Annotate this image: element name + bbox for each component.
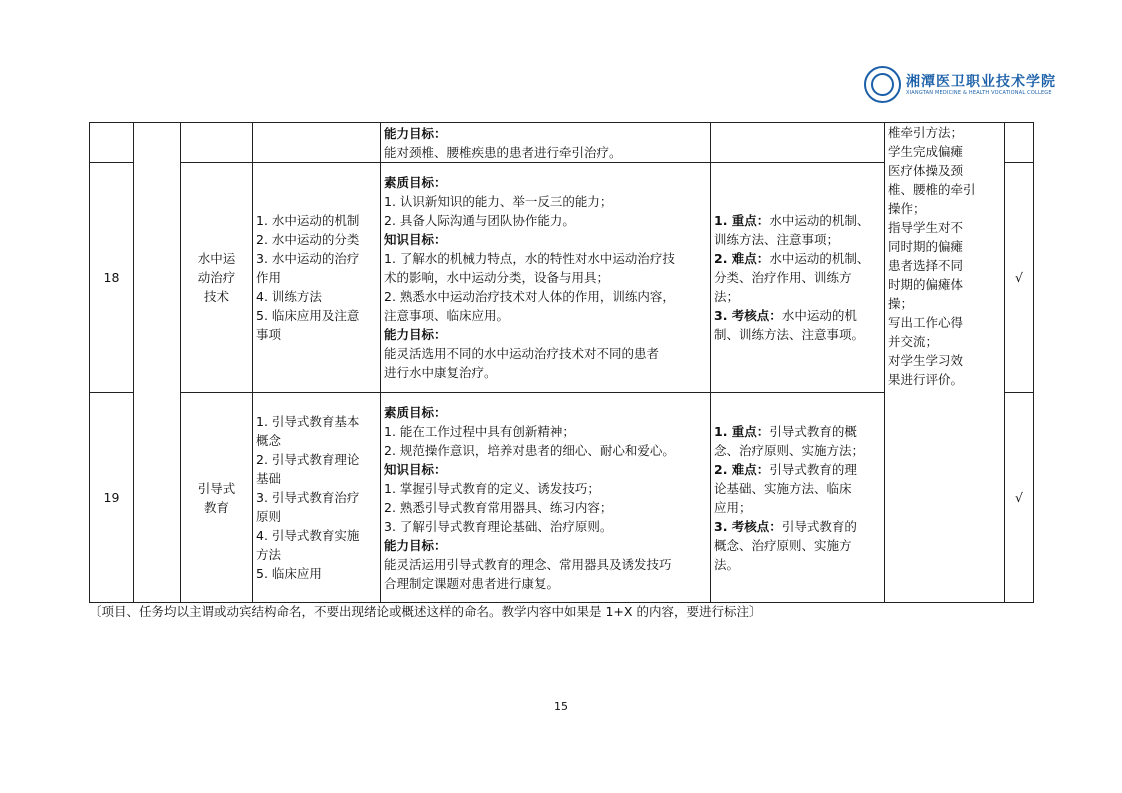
content-line: 基础 bbox=[256, 471, 282, 486]
task-line: 技术 bbox=[203, 289, 229, 304]
cell-keys bbox=[711, 163, 885, 393]
activity-line: 写出工作心得 bbox=[888, 315, 964, 330]
content-line: 3. 水中运动的治疗 bbox=[256, 251, 360, 266]
activity-line: 操； bbox=[888, 296, 914, 311]
goal-heading bbox=[384, 460, 707, 479]
activities-list bbox=[888, 123, 1001, 389]
cell-content bbox=[253, 393, 381, 603]
goal-line: 能灵活运用引导式教育的理念、常用器具及诱发技巧 bbox=[384, 556, 672, 572]
key-label: 2. 难点： bbox=[714, 251, 770, 266]
key-text: 念、治疗原则、实施方法； bbox=[714, 442, 865, 458]
check-mark: √ bbox=[1005, 393, 1034, 603]
content-line: 5. 临床应用 bbox=[256, 566, 322, 581]
cell-num-empty bbox=[90, 123, 134, 163]
key-text: 引导式教育的理 bbox=[769, 461, 857, 477]
goal-line: 3. 了解引导式教育理论基础、治疗原则。 bbox=[384, 518, 613, 534]
cell-goals bbox=[381, 393, 711, 603]
key-text: 分类、治疗作用、训练方 bbox=[714, 270, 852, 285]
task-line: 教育 bbox=[203, 499, 229, 515]
content-line: 4. 引导式教育实施 bbox=[256, 528, 360, 543]
key-text: 法。 bbox=[714, 556, 740, 572]
activity-line: 医疗体操及颈 bbox=[888, 163, 964, 178]
content-line: 1. 水中运动的机制 bbox=[256, 213, 360, 228]
goal-heading bbox=[384, 325, 707, 344]
activity-line: 患者选择不同 bbox=[888, 258, 964, 273]
goal-heading bbox=[384, 536, 707, 555]
key-label: 3. 考核点： bbox=[714, 518, 782, 534]
key-text: 概念、治疗原则、实施方 bbox=[714, 537, 852, 553]
key-text: 引导式教育的 bbox=[781, 518, 857, 534]
key-line bbox=[714, 460, 881, 479]
cell-check-empty bbox=[1005, 123, 1034, 163]
college-name-cn: 湘潭医卫职业技术学院 bbox=[906, 74, 1056, 90]
college-name-en: XIANGTAN MEDICINE & HEALTH VOCATIONAL COLLEGE bbox=[906, 90, 1052, 96]
cell-unit-merged bbox=[134, 123, 181, 603]
goal-line: 1. 了解水的机械力特点，水的特性对水中运动治疗技 bbox=[384, 251, 675, 266]
goal-heading-text: 素质目标： bbox=[384, 404, 447, 420]
goal-line: 1. 认识新知识的能力、举一反三的能力； bbox=[384, 194, 613, 209]
key-line bbox=[714, 306, 881, 325]
activity-line: 学生完成偏瘫 bbox=[888, 144, 964, 159]
goal-line: 2. 熟悉引导式教育常用器具、练习内容； bbox=[384, 499, 613, 515]
key-label: 2. 难点： bbox=[714, 461, 770, 477]
key-text: 引导式教育的概 bbox=[769, 423, 857, 439]
task-line: 动治疗 bbox=[197, 270, 236, 285]
cell-keys-empty bbox=[711, 123, 885, 163]
content-line: 2. 引导式教育理论 bbox=[256, 452, 360, 467]
key-line bbox=[714, 441, 881, 460]
key-line bbox=[714, 498, 881, 517]
goal-heading-text: 能力目标： bbox=[384, 537, 447, 553]
key-line bbox=[714, 536, 881, 555]
key-line bbox=[714, 517, 881, 536]
key-line bbox=[714, 249, 881, 268]
activity-line: 操作； bbox=[888, 201, 926, 216]
goal-line: 进行水中康复治疗。 bbox=[384, 365, 497, 380]
content-line: 1. 引导式教育基本 bbox=[256, 414, 360, 429]
activity-line: 并交流； bbox=[888, 334, 939, 349]
goal-line: 注意事项、临床应用。 bbox=[384, 308, 510, 323]
goal-line: 2. 规范操作意识，培养对患者的细心、耐心和爱心。 bbox=[384, 442, 675, 458]
key-line bbox=[714, 287, 881, 306]
cell-keys bbox=[711, 393, 885, 603]
key-label: 3. 考核点： bbox=[714, 308, 782, 323]
college-seal-icon bbox=[864, 66, 901, 103]
key-text: 应用； bbox=[714, 499, 752, 515]
content-line: 概念 bbox=[256, 433, 282, 448]
goal-heading bbox=[384, 173, 707, 192]
goal-line: 术的影响，水中运动分类，设备与用具； bbox=[384, 270, 610, 285]
key-text: 制、训练方法、注意事项。 bbox=[714, 327, 865, 342]
key-text: 水中运动的机制、 bbox=[769, 213, 870, 228]
activity-line: 椎牵引方法； bbox=[888, 125, 964, 140]
content-line: 原则 bbox=[256, 509, 282, 524]
cell-goals bbox=[381, 163, 711, 393]
content-line: 事项 bbox=[256, 327, 282, 342]
key-line bbox=[714, 325, 881, 344]
goal-heading-text: 能力目标： bbox=[384, 327, 447, 342]
activity-line: 同时期的偏瘫 bbox=[888, 239, 964, 254]
college-logo bbox=[864, 66, 1054, 106]
key-text: 水中运动的机 bbox=[781, 308, 857, 323]
key-text: 论基础、实施方法、临床 bbox=[714, 480, 852, 496]
key-line bbox=[714, 230, 881, 249]
key-text: 水中运动的机制、 bbox=[769, 251, 870, 266]
content-line: 方法 bbox=[256, 547, 282, 562]
goal-heading bbox=[384, 230, 707, 249]
key-line bbox=[714, 479, 881, 498]
key-label: 1. 重点： bbox=[714, 213, 770, 228]
task-line: 水中运 bbox=[197, 251, 236, 266]
goal-line: 1. 掌握引导式教育的定义、诱发技巧； bbox=[384, 480, 600, 496]
goal-line: 2. 具备人际沟通与团队协作能力。 bbox=[384, 213, 575, 228]
goal-heading: 能力目标： bbox=[384, 125, 447, 141]
key-label: 1. 重点： bbox=[714, 423, 770, 439]
cell-task bbox=[181, 163, 253, 393]
content-line: 2. 水中运动的分类 bbox=[256, 232, 360, 247]
curriculum-table bbox=[89, 122, 1034, 603]
content-line: 作用 bbox=[256, 270, 282, 285]
activity-line: 椎、腰椎的牵引 bbox=[888, 182, 976, 197]
goal-heading-text: 知识目标： bbox=[384, 232, 447, 247]
page-number: 15 bbox=[554, 700, 568, 713]
footnote: 〔项目、任务均以主谓或动宾结构命名，不要出现绪论或概述这样的命名。教学内容中如果是 1+X 的内容，要进行标注〕 bbox=[89, 604, 762, 619]
goal-text: 能对颈椎、腰椎疾患的患者进行牵引治疗。 bbox=[384, 144, 622, 160]
key-line bbox=[714, 268, 881, 287]
goal-line: 2. 熟悉水中运动治疗技术对人体的作用，训练内容， bbox=[384, 289, 675, 304]
key-text: 训练方法、注意事项； bbox=[714, 232, 840, 247]
cell-content-empty bbox=[253, 123, 381, 163]
activity-line: 对学生学习效 bbox=[888, 353, 964, 368]
activity-line: 果进行评价。 bbox=[888, 372, 964, 387]
goal-heading-text: 知识目标： bbox=[384, 461, 447, 477]
cell-content bbox=[253, 163, 381, 393]
key-line bbox=[714, 211, 881, 230]
task-line: 引导式 bbox=[197, 480, 236, 496]
content-line: 4. 训练方法 bbox=[256, 289, 322, 304]
content-line: 5. 临床应用及注意 bbox=[256, 308, 360, 323]
cell-num: 19 bbox=[90, 393, 134, 603]
goal-line: 1. 能在工作过程中具有创新精神； bbox=[384, 423, 575, 439]
table-row-continued bbox=[90, 123, 1034, 163]
key-line bbox=[714, 422, 881, 441]
goal-heading-text: 素质目标： bbox=[384, 175, 447, 190]
check-mark: √ bbox=[1005, 163, 1034, 393]
key-line bbox=[714, 555, 881, 574]
cell-activities bbox=[885, 123, 1005, 603]
activity-line: 时期的偏瘫体 bbox=[888, 277, 964, 292]
goal-heading bbox=[384, 403, 707, 422]
goal-line: 合理制定课题对患者进行康复。 bbox=[384, 575, 560, 591]
cell-num: 18 bbox=[90, 163, 134, 393]
key-text: 法； bbox=[714, 289, 740, 304]
content-line: 3. 引导式教育治疗 bbox=[256, 490, 360, 505]
cell-task bbox=[181, 393, 253, 603]
goal-line: 能灵活选用不同的水中运动治疗技术对不同的患者 bbox=[384, 346, 660, 361]
activity-line: 指导学生对不 bbox=[888, 220, 964, 235]
cell-goals-continued bbox=[381, 123, 711, 163]
cell-task-empty bbox=[181, 123, 253, 163]
